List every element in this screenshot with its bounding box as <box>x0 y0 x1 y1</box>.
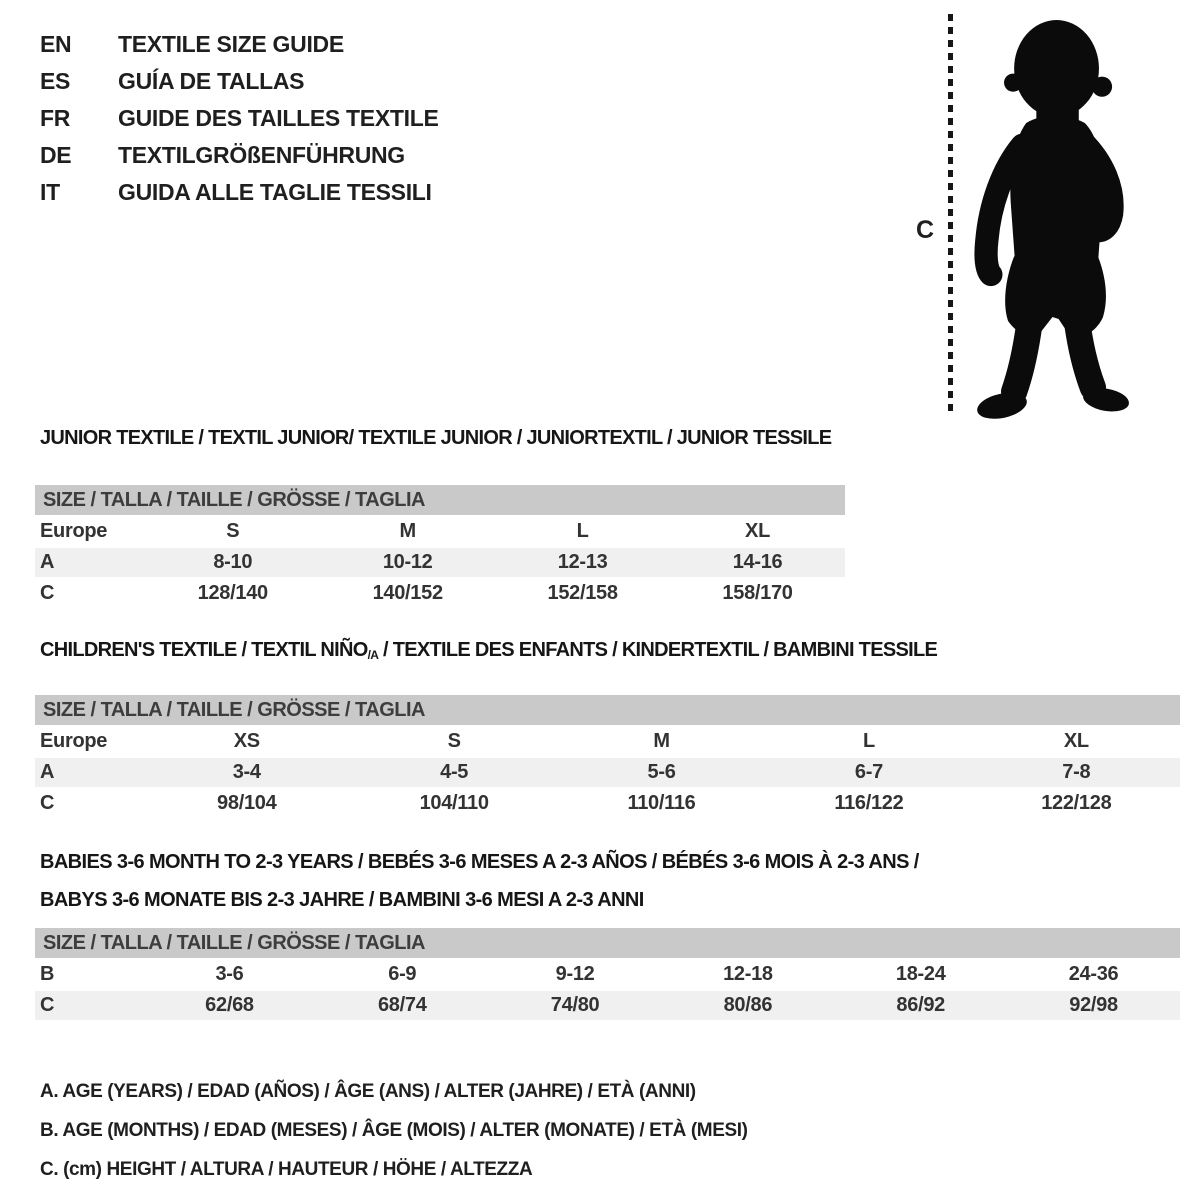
junior-section-title: JUNIOR TEXTILE / TEXTIL JUNIOR/ TEXTILE JUNIOR / JUNIORTEXTIL / JUNIOR TESSILE <box>40 427 832 449</box>
legend-notes <box>40 1072 748 1189</box>
language-row <box>40 174 439 211</box>
row-label-cell: Europe <box>40 730 108 752</box>
size-value-cell: 3-6 <box>215 963 244 985</box>
guide-title: GUIDA ALLE TAGLIE TESSILI <box>118 179 432 205</box>
language-code: ES <box>40 68 71 94</box>
size-value-cell: 104/110 <box>419 792 489 814</box>
size-value-cell: 68/74 <box>316 991 489 1020</box>
language-title-list <box>40 26 439 211</box>
language-code: FR <box>40 105 71 131</box>
size-value-cell: 10-12 <box>320 548 495 577</box>
size-value-cell: XL <box>745 520 771 542</box>
height-measure-label: C <box>916 216 935 244</box>
size-value-cell: 8-10 <box>145 548 320 577</box>
size-value-cell: 152/158 <box>547 582 618 604</box>
children-textile-section <box>35 638 1180 820</box>
size-value-cell: 24-36 <box>1068 963 1119 985</box>
table-row <box>35 579 845 608</box>
size-value-cell: 158/170 <box>722 582 793 604</box>
row-label-cell: A <box>35 758 143 787</box>
table-row <box>35 758 1180 787</box>
babies-table-header: SIZE / TALLA / TAILLE / GRÖSSE / TAGLIA <box>35 928 1180 958</box>
size-value-cell: 110/116 <box>627 792 696 814</box>
table-row <box>35 789 1180 818</box>
table-row <box>35 960 1180 989</box>
language-row <box>40 63 439 100</box>
size-value-cell: XS <box>233 730 260 752</box>
row-label-cell: B <box>40 963 55 985</box>
table-row <box>35 548 845 577</box>
size-value-cell: S <box>447 730 461 752</box>
size-value-cell: 9-12 <box>555 963 595 985</box>
table-row <box>35 517 845 546</box>
size-value-cell: L <box>862 730 875 752</box>
children-size-table <box>35 725 1180 820</box>
babies-section-title-line1: BABIES 3-6 MONTH TO 2-3 YEARS / BEBÉS 3-6 MESES A 2-3 AÑOS / BÉBÉS 3-6 MOIS À 2-3 ANS / <box>40 851 919 873</box>
size-value-cell: 80/86 <box>661 991 834 1020</box>
size-value-cell: 6-9 <box>388 963 417 985</box>
size-value-cell: 122/128 <box>1041 792 1112 814</box>
size-value-cell: 3-4 <box>143 758 350 787</box>
size-value-cell: S <box>226 520 240 542</box>
height-dotted-line <box>948 14 953 416</box>
size-value-cell: 140/152 <box>372 582 443 604</box>
language-row <box>40 26 439 63</box>
size-value-cell: 128/140 <box>197 582 268 604</box>
size-value-cell: 7-8 <box>973 758 1180 787</box>
size-value-cell: 12-13 <box>495 548 670 577</box>
junior-size-table <box>35 515 845 610</box>
size-value-cell: 116/122 <box>834 792 904 814</box>
children-title-text: / TEXTILE DES ENFANTS / KINDERTEXTIL / BAMBINI TESSILE <box>378 639 938 661</box>
junior-table-header: SIZE / TALLA / TAILLE / GRÖSSE / TAGLIA <box>35 485 845 515</box>
babies-section-title-line2: BABYS 3-6 MONATE BIS 2-3 JAHRE / BAMBINI 3-6 MESI A 2-3 ANNI <box>40 889 644 911</box>
row-label-cell: A <box>35 548 145 577</box>
size-value-cell: 12-18 <box>723 963 773 985</box>
babies-size-table <box>35 958 1180 1022</box>
size-value-cell: 98/104 <box>217 792 277 814</box>
language-code: EN <box>40 31 72 57</box>
guide-title: TEXTILGRÖßENFÜHRUNG <box>118 142 405 168</box>
table-row <box>35 727 1180 756</box>
guide-title: GUÍA DE TALLAS <box>118 68 305 94</box>
language-row <box>40 100 439 137</box>
note-age-months: B. AGE (MONTHS) / EDAD (MESES) / ÂGE (MOIS) / ALTER (MONATE) / ETÀ (MESI) <box>40 1120 748 1141</box>
size-value-cell: 14-16 <box>670 548 845 577</box>
language-code: DE <box>40 142 72 168</box>
size-value-cell: M <box>399 520 416 542</box>
size-value-cell: 18-24 <box>895 963 946 985</box>
table-row <box>35 991 1180 1020</box>
row-label-cell: C <box>35 991 143 1020</box>
babies-textile-section <box>35 843 1180 1022</box>
size-value-cell: 62/68 <box>143 991 316 1020</box>
size-value-cell: 5-6 <box>558 758 765 787</box>
toddler-silhouette-icon <box>962 16 1142 422</box>
size-value-cell: 6-7 <box>765 758 972 787</box>
row-label-cell: C <box>40 792 55 814</box>
children-table-header: SIZE / TALLA / TAILLE / GRÖSSE / TAGLIA <box>35 695 1180 725</box>
size-value-cell: 4-5 <box>350 758 557 787</box>
note-height-cm: C. (cm) HEIGHT / ALTURA / HAUTEUR / HÖHE / ALTEZZA <box>40 1159 533 1180</box>
junior-textile-section <box>35 426 845 610</box>
note-age-years: A. AGE (YEARS) / EDAD (AÑOS) / ÂGE (ANS) / ALTER (JAHRE) / ETÀ (ANNI) <box>40 1081 696 1102</box>
size-value-cell: M <box>653 730 670 752</box>
size-value-cell: XL <box>1063 730 1089 752</box>
language-row <box>40 137 439 174</box>
row-label-cell: Europe <box>40 520 108 542</box>
guide-title: GUIDE DES TAILLES TEXTILE <box>118 105 439 131</box>
language-code: IT <box>40 179 60 205</box>
children-title-text: CHILDREN'S TEXTILE / TEXTIL NIÑO <box>40 639 368 661</box>
children-title-subscript: /A <box>367 648 379 662</box>
size-value-cell: 74/80 <box>489 991 662 1020</box>
row-label-cell: C <box>40 582 55 604</box>
guide-title: TEXTILE SIZE GUIDE <box>118 31 344 57</box>
size-value-cell: L <box>576 520 589 542</box>
children-section-title <box>35 638 1180 667</box>
size-value-cell: 92/98 <box>1007 991 1180 1020</box>
size-value-cell: 86/92 <box>834 991 1007 1020</box>
